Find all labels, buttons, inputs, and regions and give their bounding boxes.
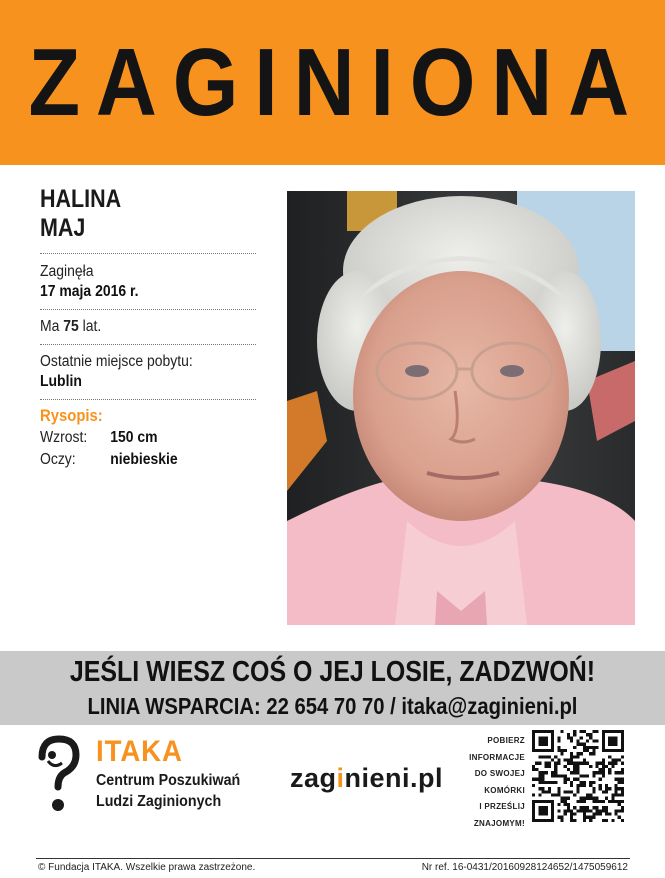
age-value: 75 (63, 318, 79, 335)
itaka-sub-line2: Ludzi Zaginionych (96, 793, 222, 810)
hotline-line: LINIA WSPARCIA: 22 654 70 70 / itaka@zaginieni.pl (87, 693, 578, 719)
call-banner (0, 651, 665, 725)
missing-label: Zaginęła (40, 263, 94, 280)
age-suffix: lat. (82, 318, 102, 335)
zaginieni-logo[interactable]: zaginieni.pl (290, 763, 444, 793)
qr-code-icon[interactable] (532, 730, 624, 822)
height-value: 150 cm (110, 429, 158, 446)
height-label: Wzrost: (40, 429, 88, 446)
itaka-name: ITAKA (96, 735, 183, 768)
header-banner (0, 0, 665, 165)
description-title: Rysopis: (40, 407, 103, 425)
age-line (40, 317, 234, 337)
reference-number: Nr ref. 16-0431/20160928124652/1475059612 (421, 862, 628, 873)
portrait-image (287, 191, 635, 625)
height-row (40, 427, 234, 449)
qr-instructions: POBIERZ INFORMACJE DO SWOJEJ KOMÓRKI I PRZEŚLIJ ZNAJOMYM! (469, 736, 525, 828)
eyes-label: Oczy: (40, 451, 76, 468)
age-prefix: Ma (40, 318, 60, 335)
eyes-row (40, 449, 234, 471)
place-row (40, 345, 256, 400)
footer (0, 725, 665, 855)
footer-divider (36, 858, 630, 859)
itaka-subtitle (96, 770, 240, 812)
itaka-sub-line1: Centrum Poszukiwań (96, 772, 241, 789)
person-info (40, 185, 256, 471)
missing-date: 17 maja 2016 r. (40, 283, 139, 300)
page-title: ZAGINIONA (28, 28, 646, 136)
eyes-value: niebieskie (110, 451, 178, 468)
itaka-logo-icon (36, 735, 82, 815)
last-name: MAJ (40, 214, 86, 242)
age-row (40, 310, 256, 345)
place-label: Ostatnie miejsce pobytu: (40, 353, 193, 370)
person-photo (287, 191, 635, 625)
missing-date-row (40, 253, 256, 310)
call-to-action: JEŚLI WIESZ COŚ O JEJ LOSIE, ZADZWOŃ! (69, 656, 596, 688)
first-name: HALINA (40, 185, 122, 213)
place-value: Lublin (40, 373, 82, 390)
copyright: © Fundacja ITAKA. Wszelkie prawa zastrzeżone. (38, 862, 256, 873)
